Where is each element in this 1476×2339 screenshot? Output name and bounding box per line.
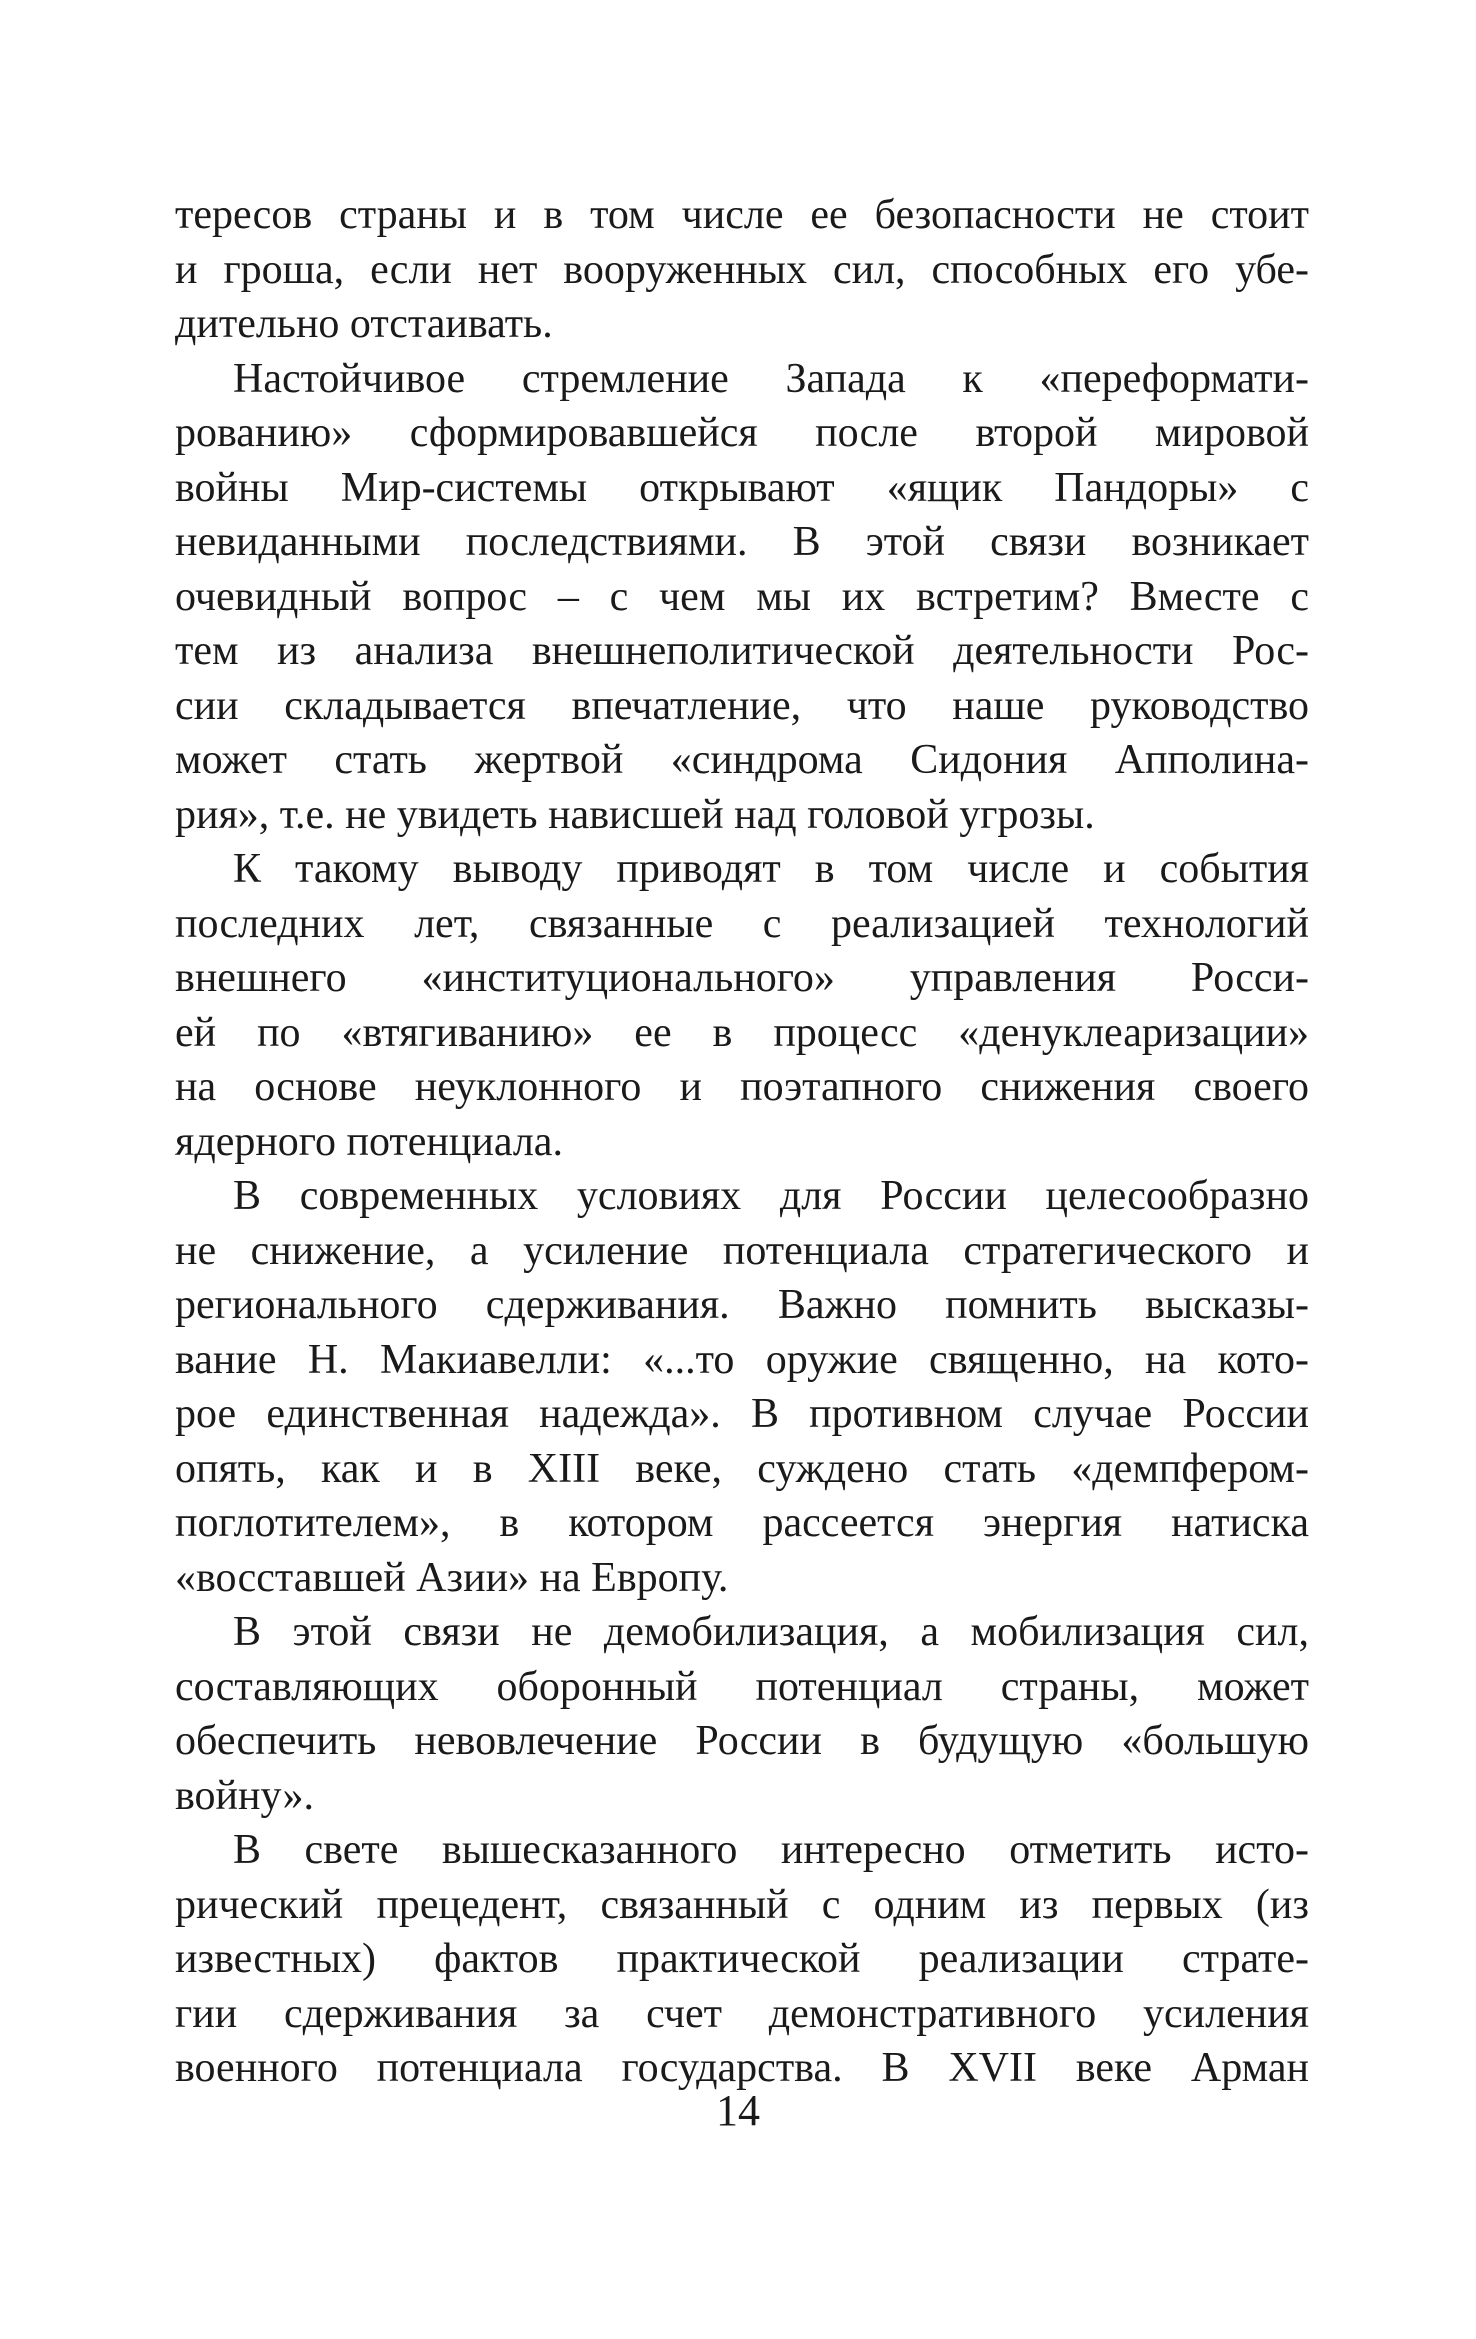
paragraph <box>175 1605 1309 1823</box>
text-line: дительно отстаивать. <box>175 301 553 347</box>
text-line: вание Н. Макиавелли: «...то оружие священно, на кото- <box>175 1336 1309 1383</box>
text-line: войну». <box>175 1772 315 1819</box>
text-line: ядерного потенциала. <box>175 1118 563 1165</box>
text-line: рованию» сформировавшейся после второй мировой <box>175 410 1309 456</box>
text-line: может стать жертвой «синдрома Сидония Апполина- <box>175 737 1309 783</box>
text-line: В этой связи не демобилизация, а мобилизация сил, <box>233 1609 1309 1655</box>
text-line: войны Мир-системы открывают «ящик Пандоры» с <box>175 464 1309 511</box>
text-line: тем из анализа внешнеполитической деятельности Рос- <box>175 628 1309 674</box>
page-number: 14 <box>716 2086 760 2135</box>
text-line: не снижение, а усиление потенциала стратегического и <box>175 1227 1309 1274</box>
text-line: составляющих оборонный потенциал страны, может <box>175 1663 1309 1710</box>
text-line: рический прецедент, связанный с одним из первых (из <box>175 1881 1309 1928</box>
paragraph <box>175 352 1309 843</box>
paragraph <box>175 1823 1309 2096</box>
text-line: рия», т.е. не увидеть нависшей над головой угрозы. <box>175 791 1095 838</box>
text-line: очевидный вопрос – с чем мы их встретим? Вместе с <box>175 573 1309 620</box>
text-line: обеспечить невовлечение России в будущую «большую <box>175 1718 1309 1764</box>
text-line: поглотителем», в котором рассеется энергия натиска <box>175 1500 1309 1546</box>
text-line: ей по «втягиванию» ее в процесс «денуклеаризации» <box>175 1009 1309 1056</box>
text-line: внешнего «институционального» управления Росси- <box>175 955 1309 1001</box>
text-line: В свете вышесказанного интересно отметить исто- <box>233 1827 1309 1873</box>
text-line: «восставшей Азии» на Европу. <box>175 1554 729 1601</box>
text-line: рое единственная надежда». В противном случае России <box>175 1391 1309 1437</box>
text-line: известных) фактов практической реализации страте- <box>175 1936 1309 1982</box>
text-line: В современных условиях для России целесообразно <box>233 1173 1309 1219</box>
body-text <box>175 188 1309 2096</box>
text-line: Настойчивое стремление Запада к «переформати- <box>233 355 1309 402</box>
paragraph <box>175 1169 1309 1605</box>
paragraph <box>175 188 1309 352</box>
text-line: последних лет, связанные с реализацией технологий <box>175 900 1309 947</box>
text-line: тересов страны и в том числе ее безопасности не стоит <box>175 192 1309 238</box>
text-line: военного потенциала государства. В XVII веке Арман <box>175 2045 1309 2091</box>
text-line: и гроша, если нет вооруженных сил, способных его убе- <box>175 246 1309 293</box>
paragraph <box>175 842 1309 1169</box>
text-line: гии сдерживания за счет демонстративного усиления <box>175 1990 1309 2037</box>
text-line: сии складывается впечатление, что наше руководство <box>175 682 1309 729</box>
text-line: невиданными последствиями. В этой связи возникает <box>175 519 1309 565</box>
text-line: опять, как и в XIII веке, суждено стать «демпфером- <box>175 1445 1309 1492</box>
text-line: на основе неуклонного и поэтапного снижения своего <box>175 1064 1309 1110</box>
text-line: регионального сдерживания. Важно помнить высказы- <box>175 1282 1309 1328</box>
text-line: К такому выводу приводят в том числе и события <box>233 846 1309 892</box>
